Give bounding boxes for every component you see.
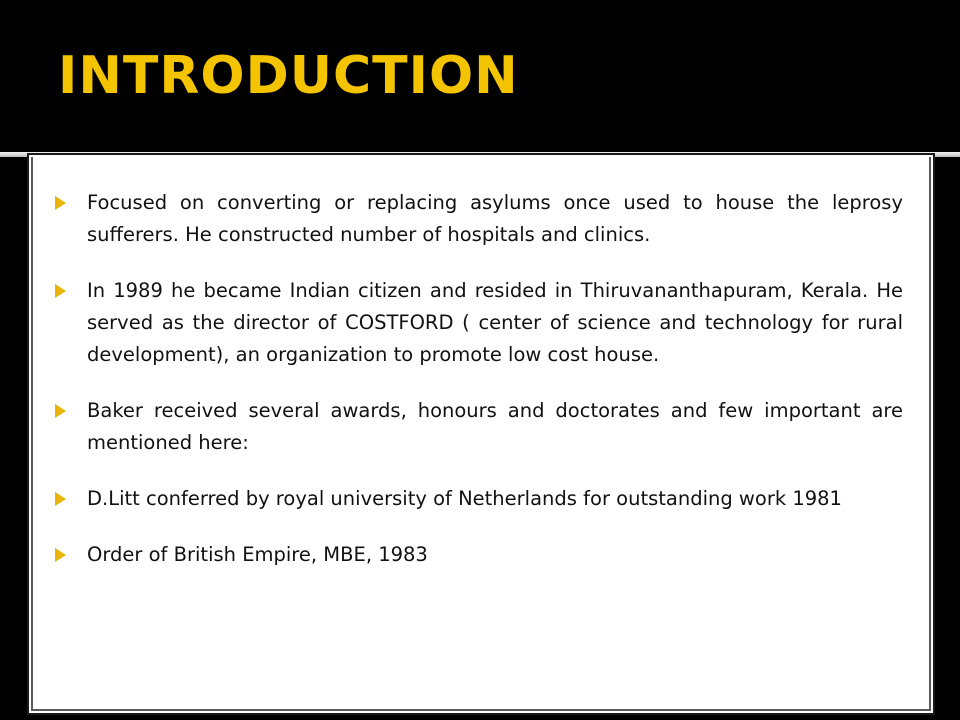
bullet-text: D.Litt conferred by royal university of Netherlands for outstanding work 1981 (87, 487, 842, 510)
arrow-bullet-icon (55, 404, 66, 418)
bullet-text: Focused on converting or replacing asylums once used to house the leprosy sufferers. He constructed number of hospitals and clinics. (87, 191, 903, 246)
list-item (55, 483, 903, 515)
list-item (55, 187, 903, 251)
bullet-text: Baker received several awards, honours and doctorates and few important are mentioned here: (87, 399, 903, 454)
content-panel (31, 157, 931, 711)
list-item (55, 275, 903, 371)
slide-title: INTRODUCTION (58, 46, 519, 106)
bullet-text: Order of British Empire, MBE, 1983 (87, 543, 428, 566)
arrow-bullet-icon (55, 196, 66, 210)
list-item (55, 539, 903, 571)
bullet-text: In 1989 he became Indian citizen and resided in Thiruvananthapuram, Kerala. He served as the director of COSTFORD ( center of science and technology for rural development), an organization to promote low cost house. (87, 279, 903, 366)
title-bar (0, 0, 960, 152)
list-item (55, 395, 903, 459)
arrow-bullet-icon (55, 492, 66, 506)
arrow-bullet-icon (55, 548, 66, 562)
arrow-bullet-icon (55, 284, 66, 298)
bullet-list (55, 187, 903, 595)
